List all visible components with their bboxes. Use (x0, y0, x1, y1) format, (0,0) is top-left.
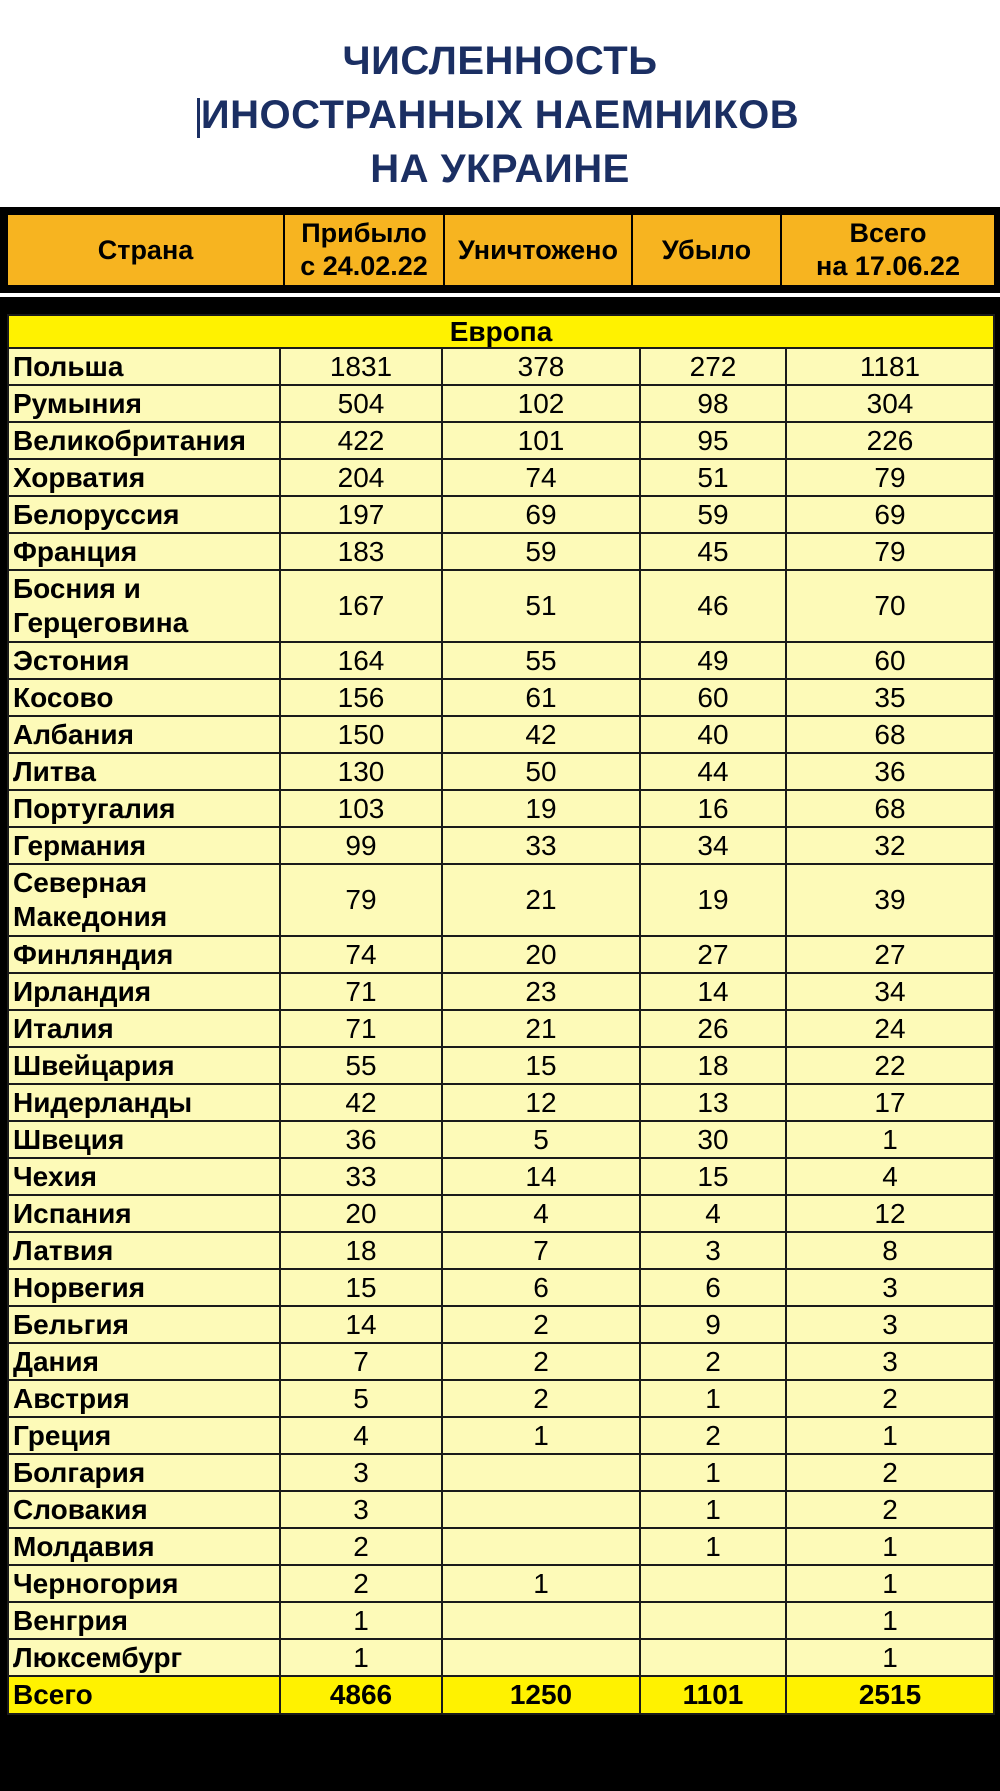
cell-total: 1 (786, 1602, 994, 1639)
cell-left: 6 (640, 1269, 786, 1306)
data-table (7, 314, 995, 1715)
table-row (8, 864, 994, 936)
cell-destroyed: 19 (442, 790, 640, 827)
cell-total: 3 (786, 1269, 994, 1306)
cell-arrived: 4 (280, 1417, 442, 1454)
country-name: Словакия (8, 1491, 280, 1528)
cell-arrived: 3 (280, 1454, 442, 1491)
country-name: Великобритания (8, 422, 280, 459)
country-name: Португалия (8, 790, 280, 827)
table-row (8, 348, 994, 385)
cell-arrived: 18 (280, 1232, 442, 1269)
cell-arrived: 197 (280, 496, 442, 533)
header-country: Страна (7, 214, 284, 286)
title-line-2: ИНОСТРАННЫХ НАЕМНИКОВ (200, 93, 800, 137)
country-name: Болгария (8, 1454, 280, 1491)
cell-destroyed: 6 (442, 1269, 640, 1306)
country-name: Испания (8, 1195, 280, 1232)
table-row (8, 1121, 994, 1158)
table-row (8, 1602, 994, 1639)
cell-left: 27 (640, 936, 786, 973)
section-row-europe (8, 315, 994, 348)
cell-total: 35 (786, 679, 994, 716)
cell-destroyed: 1 (442, 1565, 640, 1602)
cell-destroyed: 50 (442, 753, 640, 790)
cell-left: 3 (640, 1232, 786, 1269)
cell-destroyed: 21 (442, 864, 640, 936)
header-arrived: Прибыло с 24.02.22 (284, 214, 444, 286)
country-name: Франция (8, 533, 280, 570)
country-name: Ирландия (8, 973, 280, 1010)
table-row (8, 1491, 994, 1528)
total-left: 1101 (640, 1676, 786, 1714)
table-row (8, 1565, 994, 1602)
country-name: Швеция (8, 1121, 280, 1158)
cell-arrived: 14 (280, 1306, 442, 1343)
cell-left: 18 (640, 1047, 786, 1084)
country-name: Люксембург (8, 1639, 280, 1676)
cell-total: 60 (786, 642, 994, 679)
table-row (8, 1306, 994, 1343)
cell-left: 1 (640, 1380, 786, 1417)
cell-total: 226 (786, 422, 994, 459)
cell-total: 3 (786, 1306, 994, 1343)
cell-arrived: 15 (280, 1269, 442, 1306)
total-total: 2515 (786, 1676, 994, 1714)
cell-destroyed: 21 (442, 1010, 640, 1047)
cell-total: 8 (786, 1232, 994, 1269)
cell-arrived: 20 (280, 1195, 442, 1232)
table-row (8, 827, 994, 864)
table-row (8, 679, 994, 716)
table-row (8, 533, 994, 570)
cell-arrived: 79 (280, 864, 442, 936)
table-row (8, 973, 994, 1010)
cell-left: 51 (640, 459, 786, 496)
table-row (8, 1417, 994, 1454)
cell-total: 79 (786, 533, 994, 570)
header-destroyed: Уничтожено (444, 214, 632, 286)
cell-arrived: 1831 (280, 348, 442, 385)
cell-left: 34 (640, 827, 786, 864)
country-name: Бельгия (8, 1306, 280, 1343)
cell-destroyed (442, 1602, 640, 1639)
cell-left: 95 (640, 422, 786, 459)
cell-destroyed: 61 (442, 679, 640, 716)
section-label: Европа (8, 315, 994, 348)
country-name: Венгрия (8, 1602, 280, 1639)
table-row (8, 1232, 994, 1269)
cell-destroyed: 378 (442, 348, 640, 385)
cell-destroyed (442, 1454, 640, 1491)
cell-destroyed: 2 (442, 1343, 640, 1380)
cell-destroyed: 4 (442, 1195, 640, 1232)
country-name: Нидерланды (8, 1084, 280, 1121)
cell-left: 98 (640, 385, 786, 422)
data-table-frame (0, 297, 1000, 1791)
total-arrived: 4866 (280, 1676, 442, 1714)
cell-destroyed (442, 1528, 640, 1565)
country-name: Финляндия (8, 936, 280, 973)
cell-arrived: 130 (280, 753, 442, 790)
cell-destroyed: 101 (442, 422, 640, 459)
header-row (7, 214, 995, 286)
cell-left: 30 (640, 1121, 786, 1158)
cell-total: 1181 (786, 348, 994, 385)
country-name: Швейцария (8, 1047, 280, 1084)
table-row (8, 642, 994, 679)
cell-left: 2 (640, 1417, 786, 1454)
cell-total: 39 (786, 864, 994, 936)
table-row (8, 1158, 994, 1195)
cell-left: 272 (640, 348, 786, 385)
cell-destroyed: 69 (442, 496, 640, 533)
table-row (8, 1010, 994, 1047)
cell-total: 2 (786, 1380, 994, 1417)
cell-destroyed: 20 (442, 936, 640, 973)
cell-arrived: 422 (280, 422, 442, 459)
cell-arrived: 5 (280, 1380, 442, 1417)
cell-arrived: 36 (280, 1121, 442, 1158)
cell-left: 19 (640, 864, 786, 936)
table-row (8, 936, 994, 973)
cell-total: 12 (786, 1195, 994, 1232)
country-name: Северная Македония (8, 864, 280, 936)
cell-total: 34 (786, 973, 994, 1010)
cell-arrived: 2 (280, 1528, 442, 1565)
cell-left: 1 (640, 1454, 786, 1491)
table-row (8, 1343, 994, 1380)
cell-left (640, 1639, 786, 1676)
cell-arrived: 183 (280, 533, 442, 570)
cell-total: 24 (786, 1010, 994, 1047)
cell-arrived: 3 (280, 1491, 442, 1528)
cell-total: 1 (786, 1639, 994, 1676)
cell-destroyed: 2 (442, 1380, 640, 1417)
table-row (8, 1047, 994, 1084)
cell-arrived: 2 (280, 1565, 442, 1602)
country-name: Белоруссия (8, 496, 280, 533)
cell-total: 304 (786, 385, 994, 422)
cell-arrived: 33 (280, 1158, 442, 1195)
cell-left: 9 (640, 1306, 786, 1343)
title-line-1: ЧИСЛЕННОСТЬ (342, 39, 658, 83)
country-name: Австрия (8, 1380, 280, 1417)
table-row (8, 1269, 994, 1306)
cell-destroyed: 42 (442, 716, 640, 753)
cell-left: 40 (640, 716, 786, 753)
cell-arrived: 204 (280, 459, 442, 496)
cell-arrived: 504 (280, 385, 442, 422)
cell-arrived: 156 (280, 679, 442, 716)
cell-total: 32 (786, 827, 994, 864)
table-row (8, 790, 994, 827)
cell-total: 2 (786, 1454, 994, 1491)
cell-total: 36 (786, 753, 994, 790)
country-name: Эстония (8, 642, 280, 679)
cell-left: 13 (640, 1084, 786, 1121)
cell-destroyed: 12 (442, 1084, 640, 1121)
country-name: Норвегия (8, 1269, 280, 1306)
table-row (8, 753, 994, 790)
cell-destroyed: 14 (442, 1158, 640, 1195)
cell-total: 79 (786, 459, 994, 496)
table-row (8, 570, 994, 642)
cell-left: 59 (640, 496, 786, 533)
cell-destroyed (442, 1639, 640, 1676)
cell-total: 17 (786, 1084, 994, 1121)
cell-total: 1 (786, 1528, 994, 1565)
cell-left: 26 (640, 1010, 786, 1047)
cell-arrived: 1 (280, 1639, 442, 1676)
country-name: Хорватия (8, 459, 280, 496)
cell-destroyed: 102 (442, 385, 640, 422)
cell-total: 1 (786, 1417, 994, 1454)
cell-left: 49 (640, 642, 786, 679)
cell-total: 27 (786, 936, 994, 973)
cell-destroyed: 1 (442, 1417, 640, 1454)
cell-destroyed: 55 (442, 642, 640, 679)
table-row (8, 459, 994, 496)
country-name: Германия (8, 827, 280, 864)
cell-total: 2 (786, 1491, 994, 1528)
table-row (8, 1084, 994, 1121)
table-row (8, 385, 994, 422)
cell-destroyed: 59 (442, 533, 640, 570)
table-row (8, 716, 994, 753)
cell-destroyed: 7 (442, 1232, 640, 1269)
table-row (8, 1639, 994, 1676)
cell-total: 68 (786, 716, 994, 753)
cell-total: 68 (786, 790, 994, 827)
cell-destroyed: 51 (442, 570, 640, 642)
table-row (8, 1195, 994, 1232)
cell-total: 22 (786, 1047, 994, 1084)
cell-left: 1 (640, 1528, 786, 1565)
cell-left: 16 (640, 790, 786, 827)
cell-destroyed: 2 (442, 1306, 640, 1343)
cell-arrived: 71 (280, 973, 442, 1010)
cell-arrived: 150 (280, 716, 442, 753)
cell-arrived: 71 (280, 1010, 442, 1047)
country-name: Косово (8, 679, 280, 716)
cell-total: 1 (786, 1121, 994, 1158)
cell-destroyed: 15 (442, 1047, 640, 1084)
country-name: Албания (8, 716, 280, 753)
country-name: Румыния (8, 385, 280, 422)
cell-arrived: 42 (280, 1084, 442, 1121)
cell-arrived: 103 (280, 790, 442, 827)
cell-total: 70 (786, 570, 994, 642)
country-name: Польша (8, 348, 280, 385)
cell-arrived: 74 (280, 936, 442, 973)
country-name: Дания (8, 1343, 280, 1380)
cell-arrived: 164 (280, 642, 442, 679)
cell-arrived: 55 (280, 1047, 442, 1084)
country-name: Италия (8, 1010, 280, 1047)
cell-arrived: 167 (280, 570, 442, 642)
total-row (8, 1676, 994, 1714)
total-label: Всего (8, 1676, 280, 1714)
cell-left (640, 1565, 786, 1602)
cell-left: 15 (640, 1158, 786, 1195)
cell-total: 4 (786, 1158, 994, 1195)
table-row (8, 1454, 994, 1491)
cell-left: 45 (640, 533, 786, 570)
cell-left: 44 (640, 753, 786, 790)
table-row (8, 496, 994, 533)
cell-left (640, 1602, 786, 1639)
country-name: Черногория (8, 1565, 280, 1602)
cell-arrived: 7 (280, 1343, 442, 1380)
header-total: Всего на 17.06.22 (781, 214, 995, 286)
text-cursor (197, 98, 200, 138)
total-destroyed: 1250 (442, 1676, 640, 1714)
cell-total: 1 (786, 1565, 994, 1602)
cell-total: 3 (786, 1343, 994, 1380)
cell-total: 69 (786, 496, 994, 533)
country-name: Латвия (8, 1232, 280, 1269)
country-name: Греция (8, 1417, 280, 1454)
header-left: Убыло (632, 214, 781, 286)
table-row (8, 1380, 994, 1417)
cell-left: 60 (640, 679, 786, 716)
country-name: Молдавия (8, 1528, 280, 1565)
country-name: Литва (8, 753, 280, 790)
cell-destroyed: 5 (442, 1121, 640, 1158)
cell-destroyed (442, 1491, 640, 1528)
cell-left: 14 (640, 973, 786, 1010)
table-row (8, 1528, 994, 1565)
page-title (0, 34, 1000, 196)
table-header-band (0, 207, 1000, 293)
cell-destroyed: 23 (442, 973, 640, 1010)
cell-left: 4 (640, 1195, 786, 1232)
country-name: Чехия (8, 1158, 280, 1195)
country-name: Босния и Герцеговина (8, 570, 280, 642)
cell-destroyed: 33 (442, 827, 640, 864)
cell-left: 46 (640, 570, 786, 642)
cell-arrived: 1 (280, 1602, 442, 1639)
cell-left: 2 (640, 1343, 786, 1380)
title-line-3: НА УКРАИНЕ (370, 147, 630, 191)
table-row (8, 422, 994, 459)
header-table (6, 213, 996, 287)
cell-left: 1 (640, 1491, 786, 1528)
cell-destroyed: 74 (442, 459, 640, 496)
cell-arrived: 99 (280, 827, 442, 864)
